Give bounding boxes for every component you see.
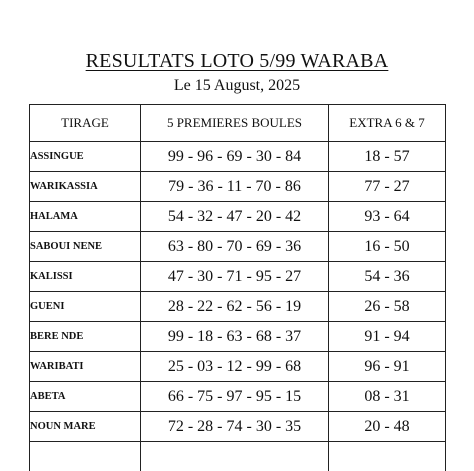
main-numbers: 28 - 22 - 62 - 56 - 19 xyxy=(141,292,329,322)
table-row xyxy=(30,382,446,412)
tirage-name: ABETA xyxy=(30,382,141,412)
main-numbers: 63 - 80 - 70 - 69 - 36 xyxy=(141,232,329,262)
tirage-name: WARIBATI xyxy=(30,352,141,382)
tirage-name: NOUN MARE xyxy=(30,412,141,442)
header-row xyxy=(30,105,446,142)
main-numbers: 99 - 18 - 63 - 68 - 37 xyxy=(141,322,329,352)
tirage-name: BERE NDE xyxy=(30,322,141,352)
empty-cell xyxy=(30,442,141,471)
table-row xyxy=(30,262,446,292)
draw-date: Le 15 August, 2025 xyxy=(0,76,474,96)
extra-numbers: 16 - 50 xyxy=(329,232,446,262)
extra-numbers: 77 - 27 xyxy=(329,172,446,202)
table-row xyxy=(30,352,446,382)
table-row xyxy=(30,142,446,172)
table-row xyxy=(30,202,446,232)
table-row xyxy=(30,412,446,442)
extra-numbers: 08 - 31 xyxy=(329,382,446,412)
extra-numbers: 26 - 58 xyxy=(329,292,446,322)
tirage-name: ASSINGUE xyxy=(30,142,141,172)
extra-numbers: 91 - 94 xyxy=(329,322,446,352)
extra-numbers: 18 - 57 xyxy=(329,142,446,172)
column-header-boules: 5 PREMIERES BOULES xyxy=(141,105,329,142)
table-row xyxy=(30,172,446,202)
extra-numbers: 93 - 64 xyxy=(329,202,446,232)
table-row xyxy=(30,232,446,262)
main-numbers: 25 - 03 - 12 - 99 - 68 xyxy=(141,352,329,382)
main-numbers: 99 - 96 - 69 - 30 - 84 xyxy=(141,142,329,172)
empty-cell xyxy=(141,442,329,471)
main-numbers: 79 - 36 - 11 - 70 - 86 xyxy=(141,172,329,202)
table-row xyxy=(30,322,446,352)
column-header-tirage: TIRAGE xyxy=(30,105,141,142)
main-numbers: 54 - 32 - 47 - 20 - 42 xyxy=(141,202,329,232)
extra-numbers: 54 - 36 xyxy=(329,262,446,292)
main-numbers: 47 - 30 - 71 - 95 - 27 xyxy=(141,262,329,292)
tirage-name: HALAMA xyxy=(30,202,141,232)
table-row-cut-off xyxy=(30,442,446,471)
extra-numbers: 20 - 48 xyxy=(329,412,446,442)
tirage-name: KALISSI xyxy=(30,262,141,292)
empty-cell xyxy=(329,442,446,471)
table-row xyxy=(30,292,446,322)
results-table xyxy=(29,104,446,471)
extra-numbers: 96 - 91 xyxy=(329,352,446,382)
main-numbers: 72 - 28 - 74 - 30 - 35 xyxy=(141,412,329,442)
tirage-name: GUENI xyxy=(30,292,141,322)
column-header-extra: EXTRA 6 & 7 xyxy=(329,105,446,142)
page-title: RESULTATS LOTO 5/99 WARABA xyxy=(0,49,474,73)
tirage-name: SABOUI NENE xyxy=(30,232,141,262)
main-numbers: 66 - 75 - 97 - 95 - 15 xyxy=(141,382,329,412)
tirage-name: WARIKASSIA xyxy=(30,172,141,202)
